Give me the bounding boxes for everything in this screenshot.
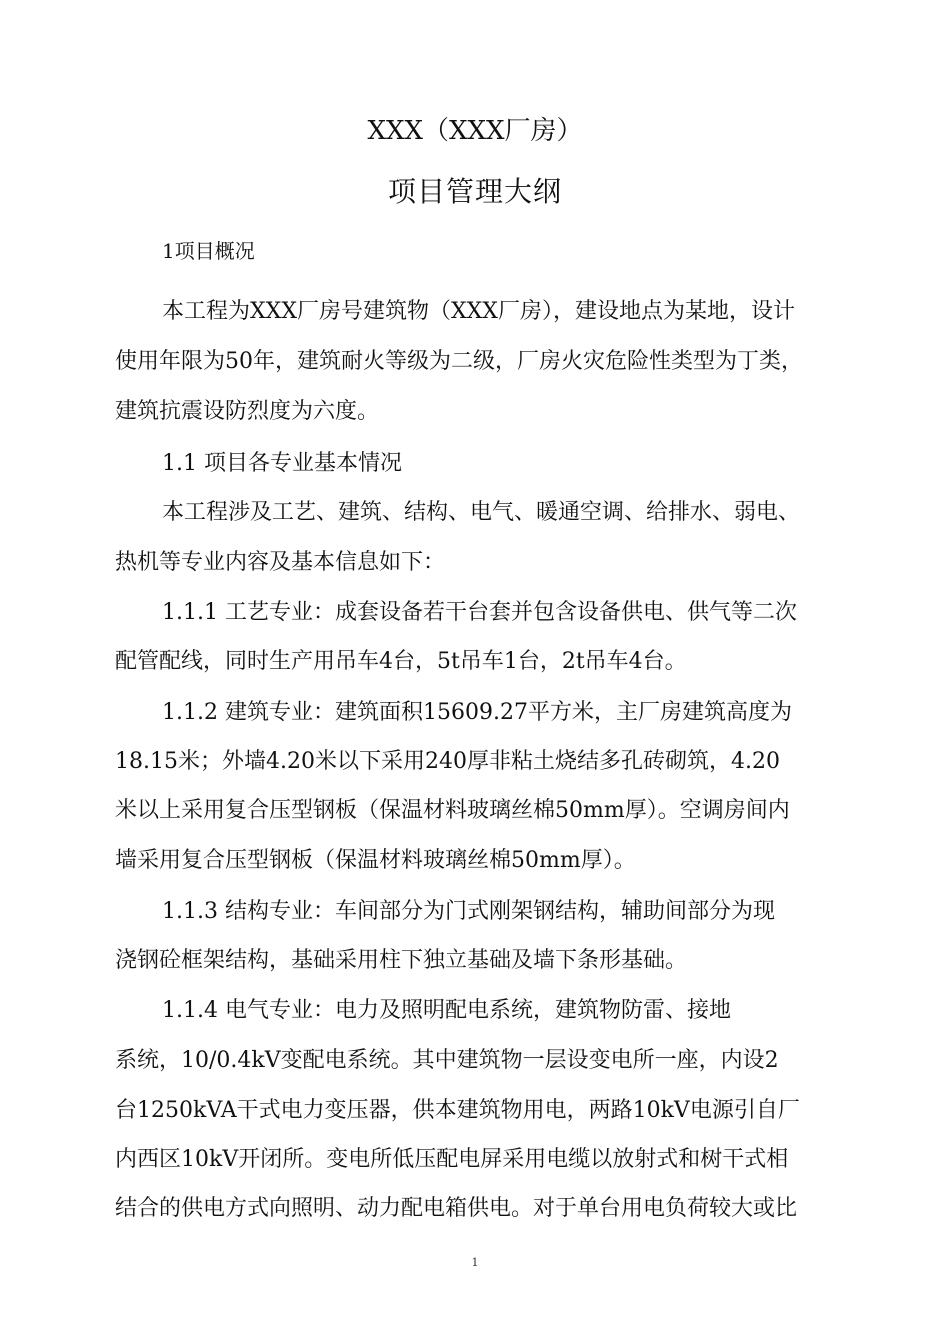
paragraph-line: 配管配线，同时生产用吊车4台，5t吊车1台，2t吊车4台。 [115,649,687,674]
paragraph-line: 米以上采用复合压型钢板（保温材料玻璃丝棉50mm厚）。空调房间内 [115,798,790,823]
paragraph-line: 结合的供电方式向照明、动力配电箱供电。对于单台用电负荷较大或比 [115,1196,798,1221]
paragraph-line: 1.1.3 结构专业：车间部分为门式刚架钢结构，辅助间部分为现 [162,899,775,924]
subsection-heading: 1.1 项目各专业基本情况 [162,451,402,476]
paragraph-line: 系统，10/0.4kV变配电系统。其中建筑物一层设变电所一座，内设2 [115,1048,779,1073]
section-heading: 1项目概况 [162,239,255,263]
paragraph-line: 使用年限为50年，建筑耐火等级为二级，厂房火灾危险性类型为丁类， [115,349,803,374]
document-subtitle: 项目管理大纲 [387,175,562,208]
paragraph-line: 热机等专业内容及基本信息如下： [115,550,446,575]
paragraph-line: 18.15米；外墙4.20米以下采用240厚非粘土烧结多孔砖砌筑，4.20 [115,749,780,774]
paragraph-line: 建筑抗震设防烈度为六度。 [115,399,380,424]
page-number: 1 [471,1256,479,1269]
document-title: XXX（XXX厂房） [367,116,583,146]
paragraph-line: 1.1.4 电气专业：电力及照明配电系统，建筑物防雷、接地 [162,998,731,1023]
paragraph-line: 本工程为XXX厂房号建筑物（XXX厂房），建设地点为某地，设计 [162,299,795,324]
paragraph-line: 台1250kVA干式电力变压器，供本建筑物用电，两路10kV电源引自厂 [115,1098,800,1123]
paragraph-line: 墙采用复合压型钢板（保温材料玻璃丝棉50mm厚）。 [115,848,636,873]
paragraph-line: 本工程涉及工艺、建筑、结构、电气、暖通空调、给排水、弱电、 [162,500,801,525]
paragraph-line: 1.1.1 工艺专业：成套设备若干台套并包含设备供电、供气等二次 [162,600,797,625]
paragraph-line: 浇钢砼框架结构，基础采用柱下独立基础及墙下条形基础。 [115,948,688,973]
paragraph-line: 1.1.2 建筑专业：建筑面积15609.27平方米，主厂房建筑高度为 [162,700,792,725]
paragraph-line: 内西区10kV开闭所。变电所低压配电屏采用电缆以放射式和树干式相 [115,1147,789,1172]
